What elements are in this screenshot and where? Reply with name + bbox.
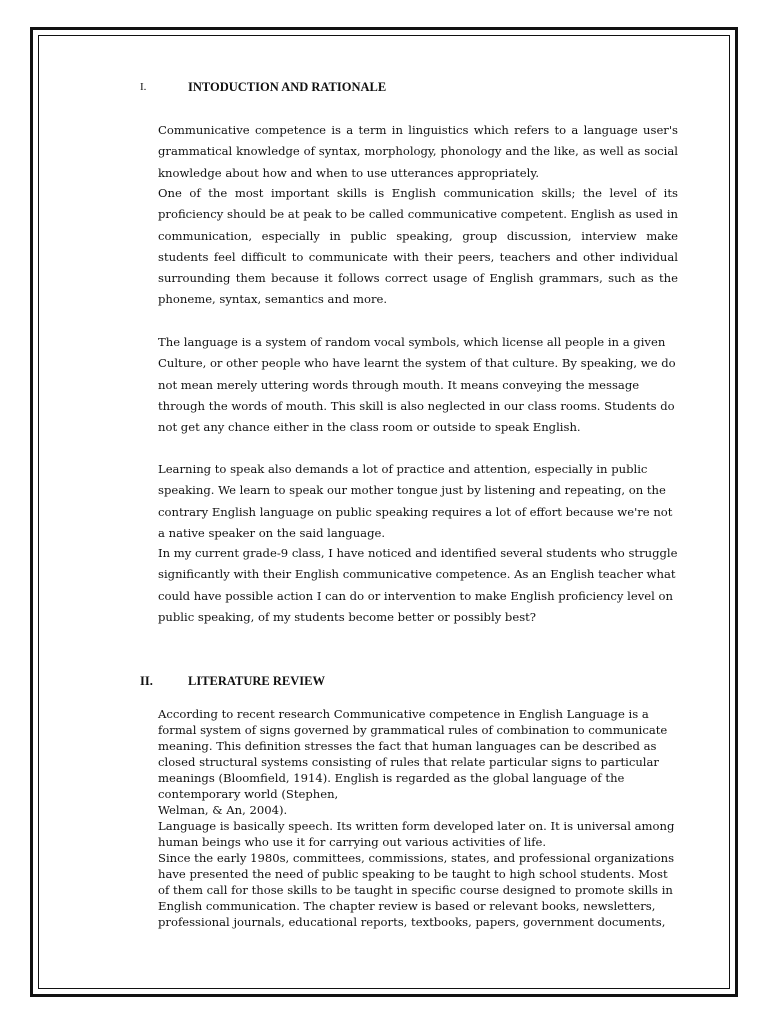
section-2-paragraph-1: According to recent research Communicative competence in English Language is a formal system of signs governed by grammatical rules of combination to communicate meaning. This definition stresses the fact that human languages can be described as closed structural systems consisting of rules that relate particular signs to particular meanings (Bloomfield, 1914). English is regarded as the global language of the contemporary world (Stephen, bbox=[158, 707, 668, 801]
section-2-number: II. bbox=[140, 674, 153, 688]
section-1-paragraph-3: The language is a system of random vocal symbols, which license all people in a given Culture, or other people who have learnt the system of that culture. By speaking, we do not mean merely uttering words through mouth. It means conveying the message through the words of mouth. This skill is also neglected in our class rooms. Students do not get any chance either in the class room or outside to speak English. bbox=[158, 335, 676, 435]
section-1-paragraph-1: Communicative competence is a term in linguistics which refers to a language user's grammatical knowledge of syntax, morphology, phonology and the like, as well as social knowledge about how and when to use utterances appropriately. bbox=[158, 123, 678, 180]
section-2-body bbox=[158, 706, 678, 930]
section-2-paragraph-2: Language is basically speech. Its written form developed later on. It is universal among human beings who use it for carrying out various activities of life. bbox=[158, 819, 675, 849]
section-1-paragraph-5: In my current grade-9 class, I have noticed and identified several students who struggle significantly with their English communicative competence. As an English teacher what could have possible action I can do or intervention to make English proficiency level on public speaking, of my students become better or possibly best? bbox=[158, 546, 678, 624]
section-1-paragraph-4: Learning to speak also demands a lot of practice and attention, especially in public speaking. We learn to speak our mother tongue just by listening and repeating, on the contrary English language on public speaking requires a lot of effort because we're not a native speaker on the said language. bbox=[158, 462, 673, 540]
section-2-title: LITERATURE REVIEW bbox=[188, 674, 325, 688]
section-1-number: I. bbox=[140, 81, 147, 93]
section-1-title: INTODUCTION AND RATIONALE bbox=[188, 80, 387, 94]
section-1-paragraph-2: One of the most important skills is English communication skills; the level of its proficiency should be at peak to be called communicative competent. English as used in communication, especially in public speaking, group discussion, interview make students feel difficult to communicate with their peers, teachers and other individual surrounding them because it follows correct usage of English grammars, such as the phoneme, syntax, semantics and more. bbox=[158, 186, 678, 307]
section-2-paragraph-3: Since the early 1980s, committees, commissions, states, and professional organizations have presented the need of public speaking to be taught to high school students. Most of them call for those skills to be taught in specific course designed to promote skills in English communication. The chapter review is based or relevant books, newsletters, professional journals, educational reports, textbooks, papers, government documents, bbox=[158, 851, 675, 929]
section-2-paragraph-1-continuation: Welman, & An, 2004). bbox=[158, 803, 288, 817]
